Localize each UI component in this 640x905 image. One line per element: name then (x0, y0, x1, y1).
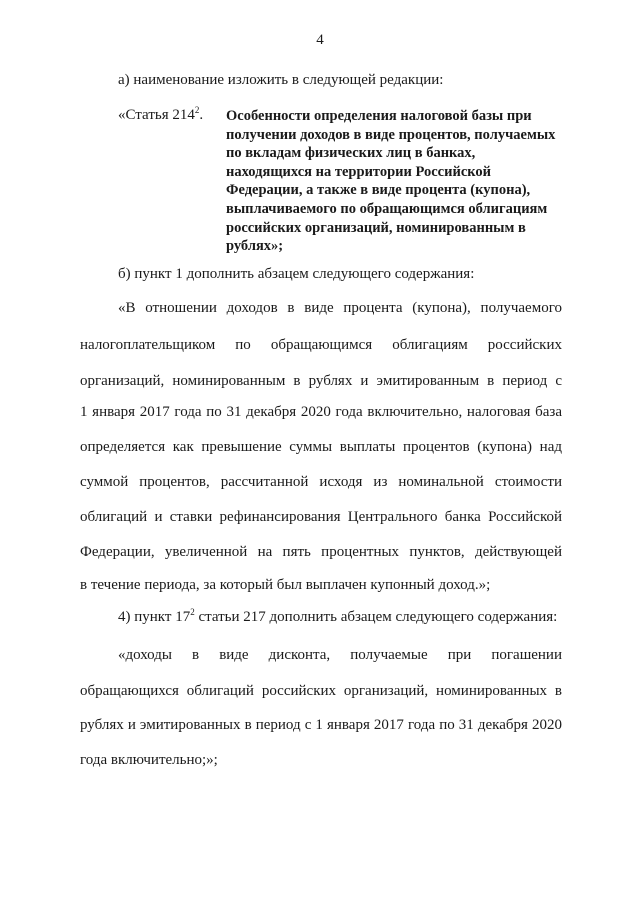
quote-line: «В отношении доходов в виде процента (купона), получаемого (118, 300, 562, 316)
quote-line: организаций, номинированным в рублях и эмитированным в период с (80, 373, 562, 389)
quote2-line: рублях и эмитированных в период с 1 января 2017 года по 31 декабря 2020 (80, 717, 562, 733)
quote-line: в течение периода, за который был выплачен купонный доход.»; (80, 577, 491, 593)
quote2-line: «доходы в виде дисконта, получаемые при погашении (118, 647, 562, 663)
quote-line: суммой процентов, рассчитанной исходя из номинальной стоимости (80, 474, 562, 490)
quote-line: налогоплательщиком по обращающимся облигациям российских (80, 337, 562, 353)
quote2-line: обращающихся облигаций российских организаций, номинированных в (80, 683, 562, 699)
article-title: Особенности определения налоговой базы при получении доходов в виде процентов, получаемых по вкладам физических лиц в банках, находящихся на территории Российской Федерации, а также в виде процента (купона), выплачиваемого по обращающимся облигациям российских организаций, номинированным в рублях»; (226, 108, 556, 255)
quote-line: Федерации, увеличенной на пять процентных пунктов, действующей (80, 544, 562, 560)
item-b: б) пункт 1 дополнить абзацем следующего содержания: (118, 266, 475, 282)
page-number: 4 (316, 32, 324, 48)
quote-line: определяется как превышение суммы выплаты процентов (купона) над (80, 439, 562, 455)
quote2-line: года включительно;»; (80, 752, 218, 768)
item-a: а) наименование изложить в следующей редакции: (118, 72, 444, 88)
article-label: «Статья $214^2$. (118, 105, 204, 123)
quote-line: облигаций и ставки рефинансирования Центрального банка Российской (80, 509, 562, 525)
quote-line: 1 января 2017 года по 31 декабря 2020 года включительно, налоговая база (80, 404, 562, 420)
item-4: 4) пункт $17^2$ статьи 217 дополнить абзацем следующего содержания: (118, 607, 558, 625)
